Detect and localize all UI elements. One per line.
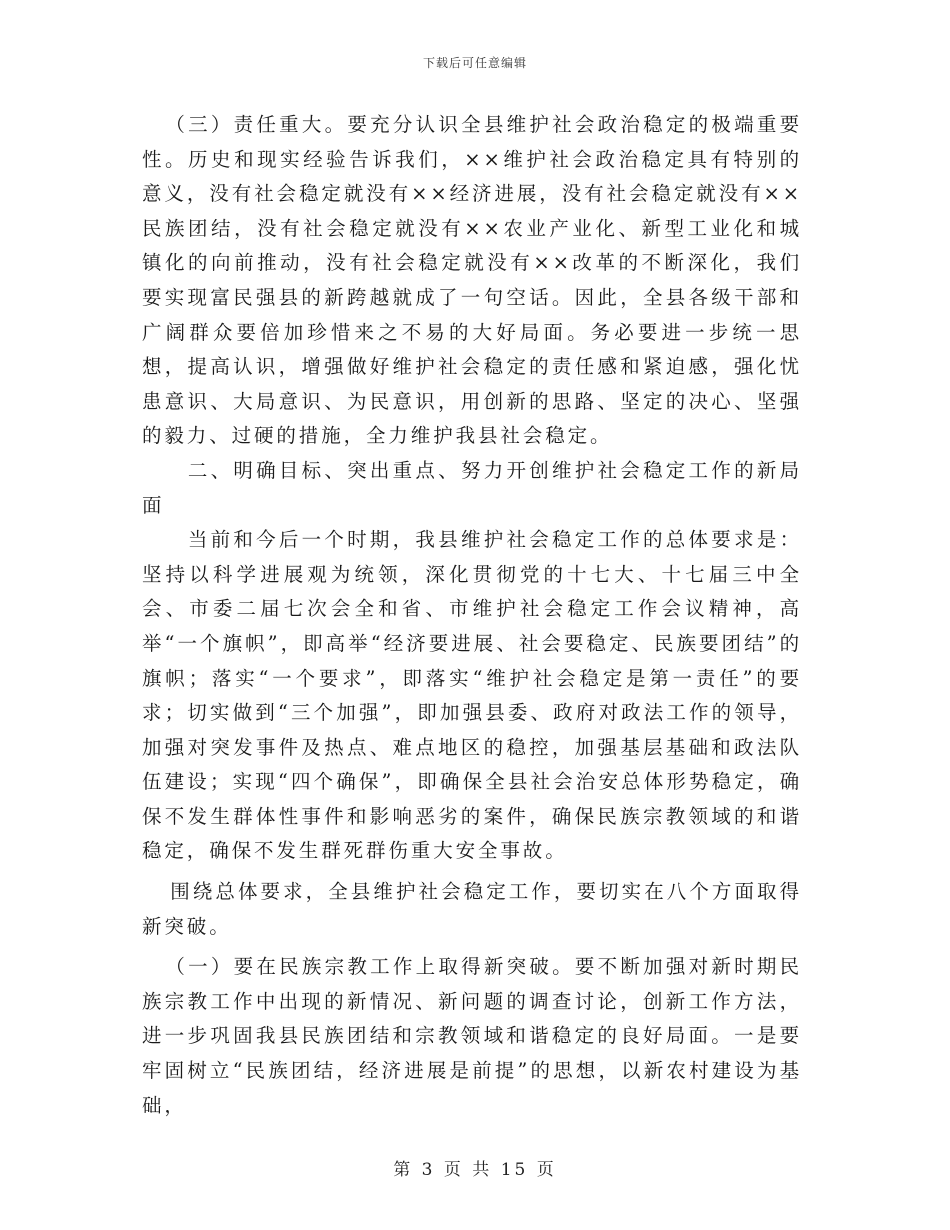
paragraph-eight-breakthroughs: 围绕总体要求，全县维护社会稳定工作，要切实在八个方面取得新突破。 bbox=[142, 880, 802, 938]
page-footer: 第 3 页 共 15 页 bbox=[393, 1160, 557, 1180]
paragraph-responsibility: （三）责任重大。要充分认识全县维护社会政治稳定的极端重要性。历史和现实经验告诉我们，××维护社会政治稳定具有特别的意义，没有社会稳定就没有××经济进展，没有社会稳定就没有××民族团结，没有社会稳定就没有××农业产业化、新型工业化和城镇化的向前推动，没有社会稳定就没有××改革的不断深化，我们要实现富民强县的新跨越就成了一句空话。因此，全县各级干部和广阔群众要倍加珍惜来之不易的大好局面。务必要进一步统一思想，提高认识，增强做好维护社会稳定的责任感和紧迫感，强化忧患意识、大局意识、为民意识，用创新的思路、坚定的决心、坚强的毅力、过硬的措施，全力维护我县社会稳定。 bbox=[142, 113, 802, 448]
section-heading-two: 二、明确目标、突出重点、努力开创维护社会稳定工作的新局面 bbox=[142, 458, 802, 517]
paragraph-overall-requirements: 当前和今后一个时期，我县维护社会稳定工作的总体要求是：坚持以科学进展观为统领，深化贯彻党的十七大、十七届三中全会、市委二届七次会全和省、市维护社会稳定工作会议精神，高举“一个旗帜”，即高举“经济要进展、社会要稳定、民族要团结”的旗帜；落实“一个要求”，即落实“维护社会稳定是第一责任”的要求；切实做到“三个加强”，即加强县委、政府对政法工作的领导，加强对突发事件及热点、难点地区的稳控，加强基层基础和政法队伍建设；实现“四个确保”，即确保全县社会治安总体形势稳定，确保不发生群体性事件和影响恶劣的案件，确保民族宗教领域的和谐稳定，确保不发生群死群伤重大安全事故。 bbox=[142, 528, 802, 863]
document-body bbox=[142, 108, 802, 1123]
paragraph-ethnic-religious-work: （一）要在民族宗教工作上取得新突破。要不断加强对新时期民族宗教工作中出现的新情况、新问题的调查讨论，创新工作方法，进一步巩固我县民族团结和宗教领域和谐稳定的良好局面。一是要牢固树立“民族团结，经济进展是前提”的思想，以新农村建设为基础， bbox=[142, 955, 802, 1117]
page-header: 下载后可任意编辑 bbox=[422, 56, 527, 70]
